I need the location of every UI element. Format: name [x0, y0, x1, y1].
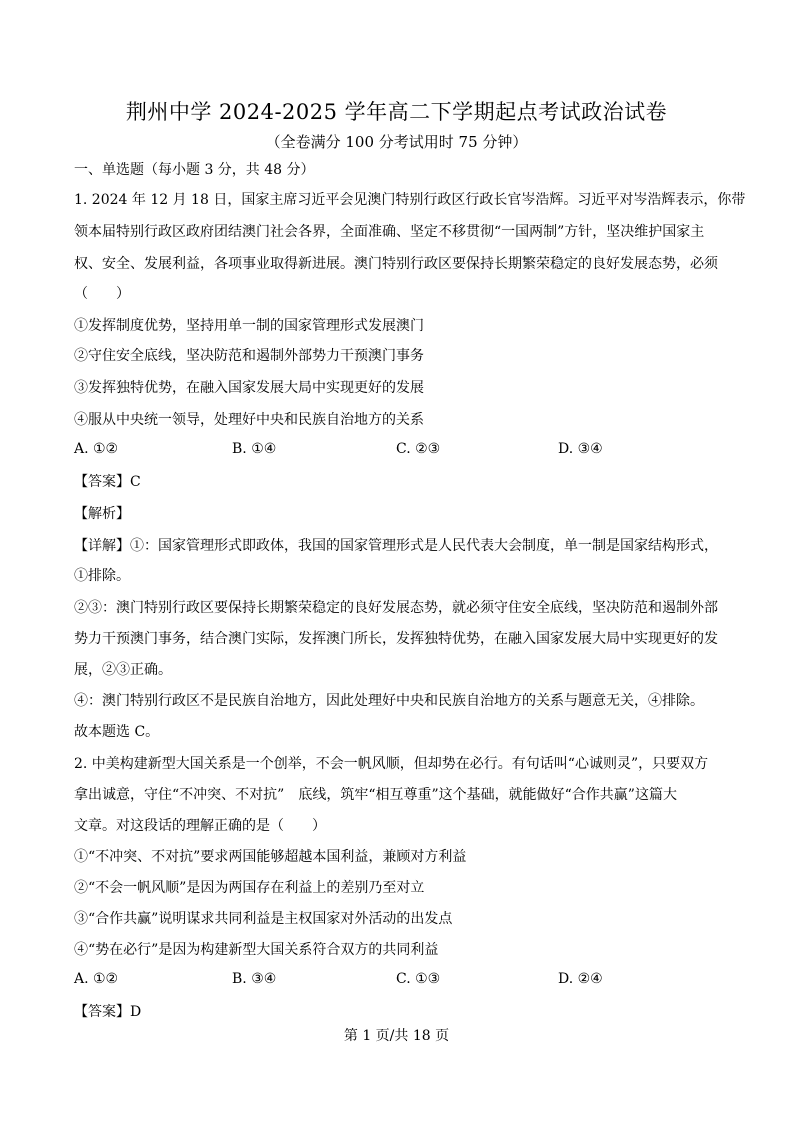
- q1-explanation-line: ①排除。: [74, 568, 130, 584]
- page-subtitle: （全卷满分 100 分考试用时 75 分钟）: [265, 133, 528, 151]
- q1-item: ①发挥制度优势，坚持用单一制的国家管理形式发展澳门: [74, 318, 424, 334]
- q2-item: ③“合作共赢”说明谋求共同利益是主权国家对外活动的出发点: [74, 911, 453, 927]
- q2-item: ①“不冲突、不对抗”要求两国能够超越本国利益，兼顾对方利益: [74, 849, 467, 865]
- q2-answer: 【答案】D: [74, 1004, 142, 1020]
- q2-item: ④“势在必行”是因为构建新型大国关系符合双方的共同利益: [74, 942, 439, 958]
- q1-option-a: A. ①②: [74, 441, 119, 457]
- q1-explanation-line: ④：澳门特别行政区不是民族自治地方，因此处理好中央和民族自治地方的关系与题意无关，④排除。: [74, 693, 704, 709]
- q1-item: ③发挥独特优势，在融入国家发展大局中实现更好的发展: [74, 380, 424, 396]
- q2-stem-line: 文章。对这段话的理解正确的是（ ）: [74, 818, 326, 834]
- q1-options: [74, 441, 724, 461]
- page-title: 荆州中学 2024-2025 学年高二下学期起点考试政治试卷: [125, 100, 668, 124]
- q2-stem-line: 2. 中美构建新型大国关系是一个创举，不会一帆风顺，但却势在必行。有句话叫“心诚则灵”，只要双方: [74, 756, 709, 772]
- q1-option-d: D. ③④: [558, 441, 603, 457]
- q1-explanation-line: ②③：澳门特别行政区要保持长期繁荣稳定的良好发展态势，就必须守住安全底线，坚决防范和遏制外部: [74, 600, 718, 616]
- page-footer: 第 1 页/共 18 页: [343, 1028, 450, 1044]
- q1-stem-line: 1. 2024 年 12 月 18 日，国家主席习近平会见澳门特别行政区行政长官岑浩辉。习近平对岑浩辉表示，你带: [74, 192, 746, 208]
- q1-option-c: C. ②③: [396, 441, 441, 457]
- q1-stem-line: 权、安全、发展利益，各项事业取得新进展。澳门特别行政区要保持长期繁荣稳定的良好发展态势，必须: [74, 256, 718, 272]
- q2-option-a: A. ①②: [74, 971, 119, 987]
- q1-explanation-line: 故本题选 C。: [74, 724, 160, 740]
- q2-options: [74, 971, 724, 991]
- q2-item: ②“不会一帆风顺”是因为两国存在利益上的差别乃至对立: [74, 880, 425, 896]
- q1-analysis-label: 【解析】: [74, 506, 130, 522]
- q1-option-b: B. ①④: [232, 441, 277, 457]
- q2-option-c: C. ①③: [396, 971, 441, 987]
- section-heading: 一、单选题（每小题 3 分，共 48 分）: [74, 162, 315, 178]
- q2-option-d: D. ②④: [558, 971, 603, 987]
- q1-explanation-line: 【详解】①：国家管理形式即政体，我国的国家管理形式是人民代表大会制度，单一制是国家结构形式，: [74, 538, 718, 554]
- q2-stem-line: 拿出诚意，守住“不冲突、不对抗” 底线，筑牢“相互尊重”这个基础，就能做好“合作共赢”这篇大: [74, 787, 677, 803]
- q2-option-b: B. ③④: [232, 971, 277, 987]
- q1-explanation-line: 展，②③正确。: [74, 662, 172, 678]
- q1-item: ④服从中央统一领导，处理好中央和民族自治地方的关系: [74, 412, 424, 428]
- q1-explanation-line: 势力干预澳门事务，结合澳门实际，发挥澳门所长，发挥独特优势，在融入国家发展大局中实现更好的发: [74, 631, 718, 647]
- q1-stem-line: （ ）: [74, 286, 130, 302]
- q1-stem-line: 领本届特别行政区政府团结澳门社会各界，全面准确、坚定不移贯彻“一国两制”方针，坚决维护国家主: [74, 224, 705, 240]
- q1-answer: 【答案】C: [74, 474, 141, 490]
- q1-item: ②守住安全底线，坚决防范和遏制外部势力干预澳门事务: [74, 348, 424, 364]
